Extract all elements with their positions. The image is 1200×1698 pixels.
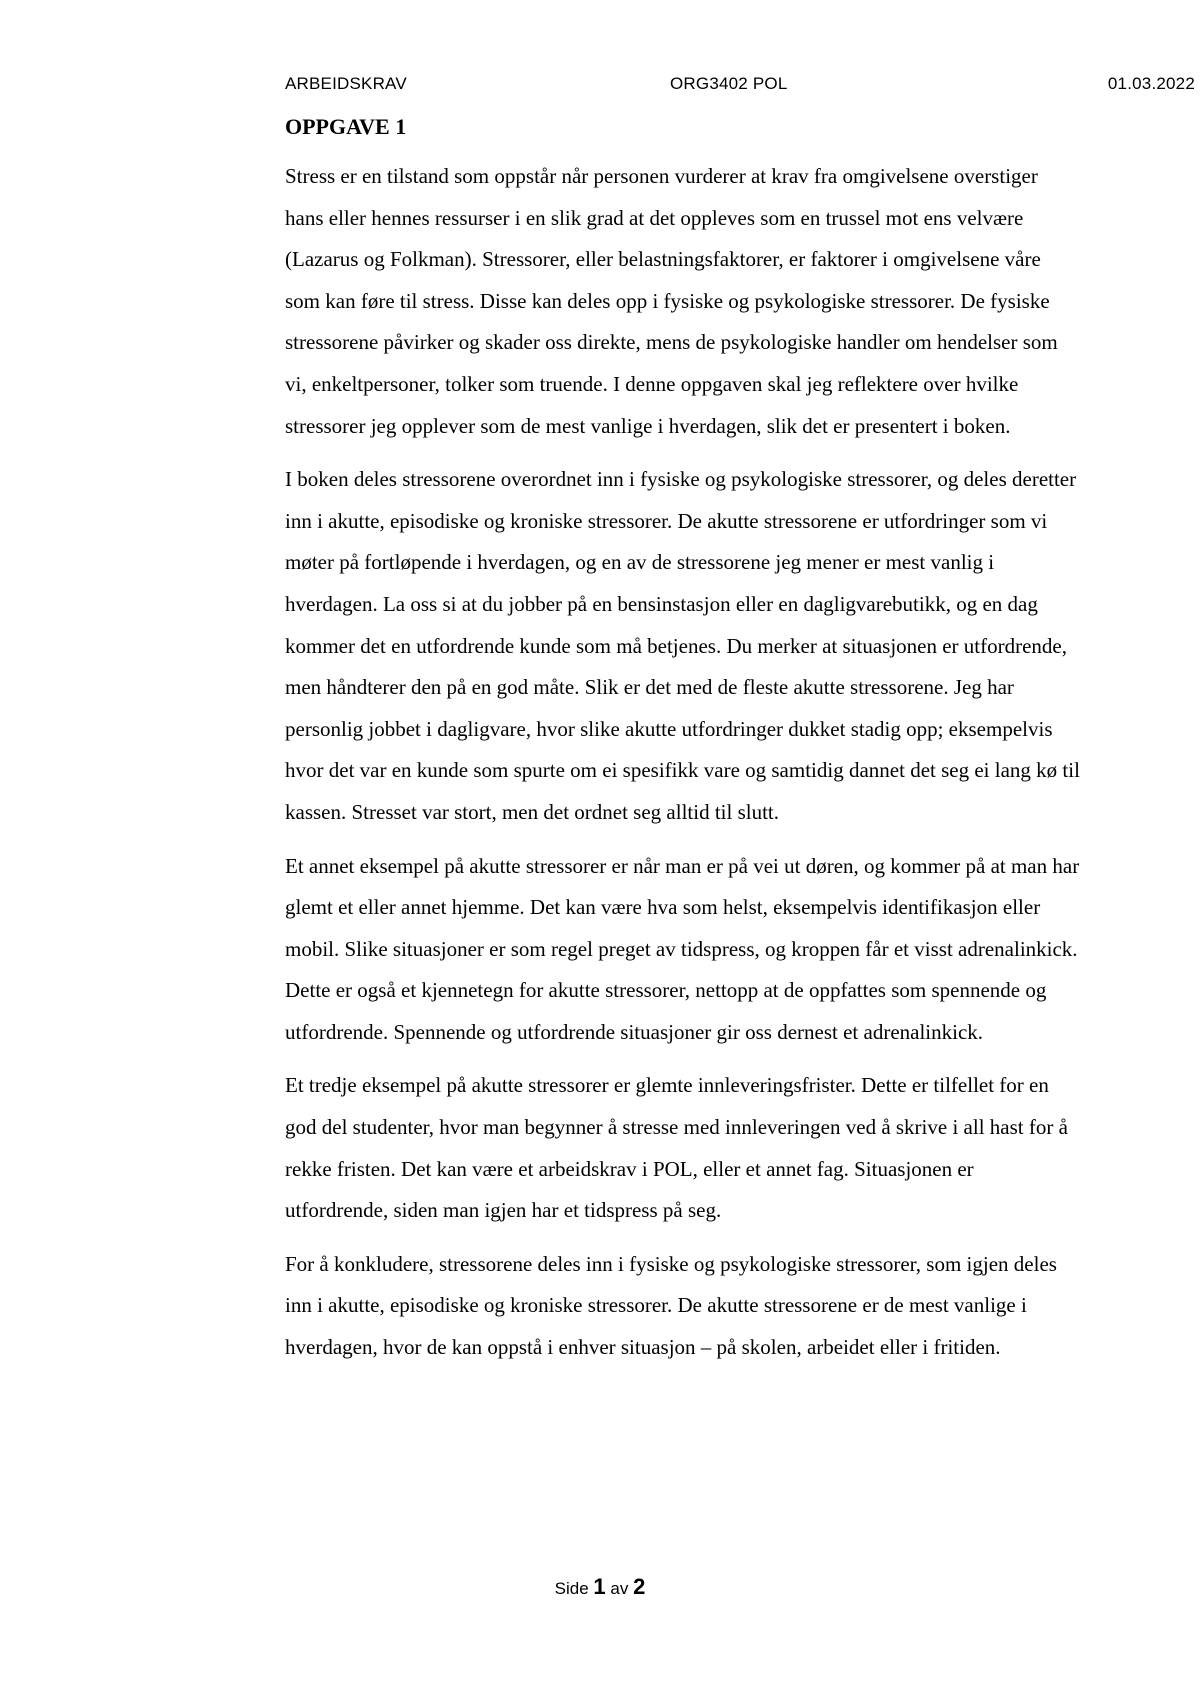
- paragraph-2: I boken deles stressorene overordnet inn i fysiske og psykologiske stressorer, og deles deretter inn i akutte, episodiske og kroniske stressorer. De akutte stressorene er utfordringer som vi møter på fortløpende i hverdagen, og en av de stressorene jeg mener er mest vanlig i hverdagen. La oss si at du jobber på en bensinstasjon eller en dagligvarebutikk, og en dag kommer det en utfordrende kunde som må betjenes. Du merker at situasjonen er utfordrende, men håndterer den på en god måte. Slik er det med de fleste akutte stressorene. Jeg har personlig jobbet i dagligvare, hvor slike akutte utfordringer dukket stadig opp; eksempelvis hvor det var en kunde som spurte om ei spesifikk vare og samtidig dannet det seg ei lang kø til kassen. Stresset var stort, men det ordnet seg alltid til slutt.: [285, 467, 1080, 824]
- document-heading: OPPGAVE 1: [285, 114, 407, 139]
- paragraph-5: For å konkludere, stressorene deles inn i fysiske og psykologiske stressorer, som igjen deles inn i akutte, episodiske og kroniske stressorer. De akutte stressorene er de mest vanlige i hverdagen, hvor de kan oppstå i enhver situasjon – på skolen, arbeidet eller i fritiden.: [285, 1251, 1057, 1360]
- header-left: ARBEIDSKRAV: [285, 74, 407, 93]
- footer-page-separator: av: [610, 1579, 629, 1598]
- footer-page-total: 2: [633, 1574, 646, 1599]
- page-header: [285, 74, 1195, 100]
- page-footer: [0, 1574, 1200, 1600]
- paragraph-1: Stress er en tilstand som oppstår når personen vurderer at krav fra omgivelsene overstiger hans eller hennes ressurser i en slik grad at det oppleves som en trussel mot ens velvære (Lazarus og Folkman). Stressorer, eller belastningsfaktorer, er faktorer i omgivelsene våre som kan føre til stress. Disse kan deles opp i fysiske og psykologiske stressorer. De fysiske stressorene påvirker og skader oss direkte, mens de psykologiske handler om hendelser som vi, enkeltpersoner, tolker som truende. I denne oppgaven skal jeg reflektere over hvilke stressorer jeg opplever som de mest vanlige i hverdagen, slik det er presentert i boken.: [285, 164, 1058, 438]
- footer-page-prefix: Side: [554, 1579, 589, 1598]
- header-date: 01.03.2022: [1107, 74, 1195, 93]
- header-course-code: ORG3402 POL: [670, 74, 788, 93]
- footer-page-current: 1: [593, 1574, 606, 1599]
- paragraph-3: Et annet eksempel på akutte stressorer er når man er på vei ut døren, og kommer på at man har glemt et eller annet hjemme. Det kan være hva som helst, eksempelvis identifikasjon eller mobil. Slike situasjoner er som regel preget av tidspress, og kroppen får et visst adrenalinkick. Dette er også et kjennetegn for akutte stressorer, nettopp at de oppfattes som spennende og utfordrende. Spennende og utfordrende situasjoner gir oss dernest et adrenalinkick.: [285, 853, 1080, 1044]
- document-body: [285, 112, 1080, 1381]
- paragraph-4: Et tredje eksempel på akutte stressorer er glemte innleveringsfrister. Dette er tilfellet for en god del studenter, hvor man begynner å stresse med innleveringen ved å skrive i all hast for å rekke fristen. Det kan være et arbeidskrav i POL, eller et annet fag. Situasjonen er utfordrende, siden man igjen har et tidspress på seg.: [285, 1073, 1068, 1223]
